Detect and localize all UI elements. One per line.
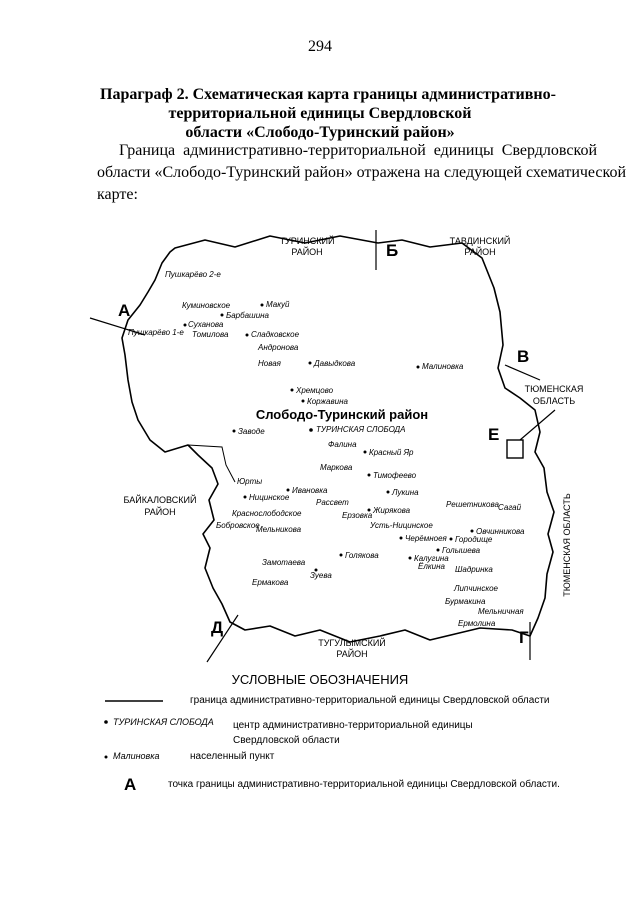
settlement-sukhanova: Суханова bbox=[188, 320, 224, 329]
center-label: ТУРИНСКАЯ СЛОБОДА bbox=[316, 425, 406, 434]
marker-cheremnoe bbox=[400, 537, 403, 540]
settlement-krasnoslobodskoe: Краснослободское bbox=[232, 509, 302, 518]
label-tyumen-vertical: ТЮМЕНСКАЯ ОБЛАСТЬ bbox=[562, 493, 572, 597]
settlement-kumineskoe: Куминовское bbox=[182, 301, 231, 310]
settlement-zhiryakova: Жирякова bbox=[373, 506, 411, 515]
settlement-andronova: Андронова bbox=[258, 343, 299, 352]
marker-lukina bbox=[387, 491, 390, 494]
settlement-ovchinnikova: Овчинникова bbox=[476, 527, 525, 536]
marker-barbashina bbox=[221, 314, 224, 317]
intro-line-1: Граница административно-территориальной единицы Свердловской bbox=[119, 142, 597, 159]
point-e-enclave bbox=[507, 440, 523, 458]
legend-settlement-dot bbox=[105, 756, 108, 759]
legend-point-text: точка границы административно-территориальной единицы Свердловской области. bbox=[168, 779, 560, 790]
settlement-golyakova: Голякова bbox=[345, 551, 379, 560]
marker-khremtsovo bbox=[291, 389, 294, 392]
marker-korzhavina bbox=[302, 400, 305, 403]
settlement-ermolina: Ермолина bbox=[458, 619, 496, 628]
legend-center-text-1: центр административно-территориальной единицы bbox=[233, 720, 473, 731]
settlement-gorodishe: Городище bbox=[455, 535, 493, 544]
legend-title: УСЛОВНЫЕ ОБОЗНАЧЕНИЯ bbox=[231, 672, 409, 687]
title-line-1: Параграф 2. Схематическая карта границы административно- bbox=[100, 86, 556, 103]
settlement-davydkova: Давыдкова bbox=[314, 359, 356, 368]
settlement-timofeevo: Тимофеево bbox=[373, 471, 417, 480]
label-baikalovsky-2: РАЙОН bbox=[144, 507, 176, 517]
settlements bbox=[128, 270, 525, 628]
settlement-lipchinskoe: Липчинское bbox=[454, 584, 499, 593]
marker-davydkova bbox=[309, 362, 312, 365]
marker-malinovka bbox=[417, 366, 420, 369]
settlement-sladkovskoe: Сладковское bbox=[251, 330, 300, 339]
legend-settlement-sample: Малиновка bbox=[113, 751, 160, 761]
point-e-label: Е bbox=[488, 425, 500, 444]
west-river-notch bbox=[188, 445, 235, 482]
settlement-khremtsovo: Хремцово bbox=[296, 386, 334, 395]
settlement-nitsinskoe: Ницинское bbox=[249, 493, 290, 502]
point-v-line bbox=[505, 365, 540, 380]
legend-center-sample: ТУРИНСКАЯ СЛОБОДА bbox=[113, 717, 214, 727]
point-g-label: Г bbox=[519, 628, 529, 647]
label-turinsky-1: ТУРИНСКИЙ bbox=[279, 236, 335, 246]
marker-golysheva bbox=[437, 549, 440, 552]
marker-ovchinnikova bbox=[471, 530, 474, 533]
settlement-shadrinka: Шадринка bbox=[455, 565, 493, 574]
settlement-pushkarevo2: Пушкарёво 2-е bbox=[165, 270, 221, 279]
settlement-golysheva: Голышева bbox=[442, 546, 481, 555]
marker-makuy bbox=[261, 304, 264, 307]
settlement-zueva: Зуева bbox=[310, 571, 332, 580]
marker-ivanovka bbox=[287, 489, 290, 492]
settlement-krasny-yar: Красный Яр bbox=[369, 448, 414, 457]
label-tavdinsky-2: РАЙОН bbox=[464, 247, 496, 257]
marker-sukhanova bbox=[184, 324, 187, 327]
district-name: Слободо-Туринский район bbox=[255, 407, 429, 422]
marker-zavod bbox=[233, 430, 236, 433]
point-a-label: А bbox=[118, 301, 131, 320]
settlement-bobrovskoe: Бобровское bbox=[216, 521, 260, 530]
settlement-yurty: Юрты bbox=[237, 477, 263, 486]
marker-kalugina bbox=[409, 557, 412, 560]
marker-sladkovskoe bbox=[246, 334, 249, 337]
label-tugulymsky-1: ТУГУЛЫМСКИЙ bbox=[318, 638, 386, 648]
settlement-erzovka: Ерзовка bbox=[342, 511, 373, 520]
settlement-rassvet: Рассвет bbox=[316, 498, 349, 507]
marker-gorodishe bbox=[450, 538, 453, 541]
label-tugulymsky-2: РАЙОН bbox=[336, 649, 368, 659]
settlement-markova: Маркова bbox=[320, 463, 353, 472]
label-tyumen-2: ОБЛАСТЬ bbox=[532, 396, 576, 406]
title-line-2: территориальной единицы Свердловской bbox=[168, 105, 472, 122]
settlement-korzhavina: Коржавина bbox=[307, 397, 348, 406]
label-tyumen-1: ТЮМЕНСКАЯ bbox=[524, 384, 584, 394]
settlement-elkina: Ёлкина bbox=[418, 562, 445, 571]
settlement-falina: Фалина bbox=[328, 440, 357, 449]
point-d-label: Д bbox=[211, 618, 224, 637]
marker-timofeevo bbox=[368, 474, 371, 477]
marker-golyakova bbox=[340, 554, 343, 557]
page-number: 294 bbox=[308, 38, 332, 55]
label-tavdinsky-1: ТАВДИНСКИЙ bbox=[449, 236, 511, 246]
settlement-novaya: Новая bbox=[258, 359, 281, 368]
point-b-label: Б bbox=[386, 241, 399, 260]
title-line-3: области «Слободо-Туринский район» bbox=[185, 124, 455, 141]
label-turinsky-2: РАЙОН bbox=[291, 247, 323, 257]
settlement-zamotaeva: Замотаева bbox=[262, 558, 306, 567]
settlement-reshetnikova: Решетникова bbox=[446, 500, 499, 509]
legend-center-text-2: Свердловской области bbox=[233, 735, 340, 746]
legend-point-sample: А bbox=[124, 775, 137, 794]
settlement-sagay: Сагай bbox=[498, 503, 522, 512]
intro-line-3: карте: bbox=[97, 186, 138, 203]
marker-krasny-yar bbox=[364, 451, 367, 454]
settlement-burmakina: Бурмакина bbox=[445, 597, 486, 606]
settlement-tomilova: Томилова bbox=[192, 330, 229, 339]
intro-line-2: области «Слободо-Туринский район» отражена на следующей схематической bbox=[97, 164, 627, 181]
settlement-lukina: Лукина bbox=[392, 488, 419, 497]
legend-boundary-text: граница административно-территориальной единицы Свердловской области bbox=[190, 695, 550, 706]
settlement-barbashina: Барбашина bbox=[226, 311, 269, 320]
settlement-melnikova: Мельникова bbox=[256, 525, 302, 534]
settlement-ust-nitsinskoe: Усть-Ницинское bbox=[370, 521, 433, 530]
point-e-line bbox=[520, 410, 555, 440]
settlement-ermakova: Ермакова bbox=[252, 578, 289, 587]
marker-nitsinskoe bbox=[244, 496, 247, 499]
settlement-pushkarevo1: Пушкарёво 1-е bbox=[128, 328, 184, 337]
label-baikalovsky-1: БАЙКАЛОВСКИЙ bbox=[123, 495, 197, 505]
settlement-zavod: Заводе bbox=[238, 427, 265, 436]
point-v-label: В bbox=[517, 347, 530, 366]
center-marker bbox=[309, 428, 313, 432]
settlement-ivanovka: Ивановка bbox=[292, 486, 328, 495]
settlement-malinovka: Малиновка bbox=[422, 362, 464, 371]
legend-settlement-text: населенный пункт bbox=[190, 751, 275, 762]
settlement-kalugina: Калугина bbox=[414, 554, 449, 563]
settlement-cheremnoe: Черёмноея bbox=[405, 534, 447, 543]
legend-center-dot bbox=[104, 720, 108, 724]
settlement-melnichnaya: Мельничная bbox=[478, 607, 524, 616]
settlement-makuy: Макуй bbox=[266, 300, 290, 309]
